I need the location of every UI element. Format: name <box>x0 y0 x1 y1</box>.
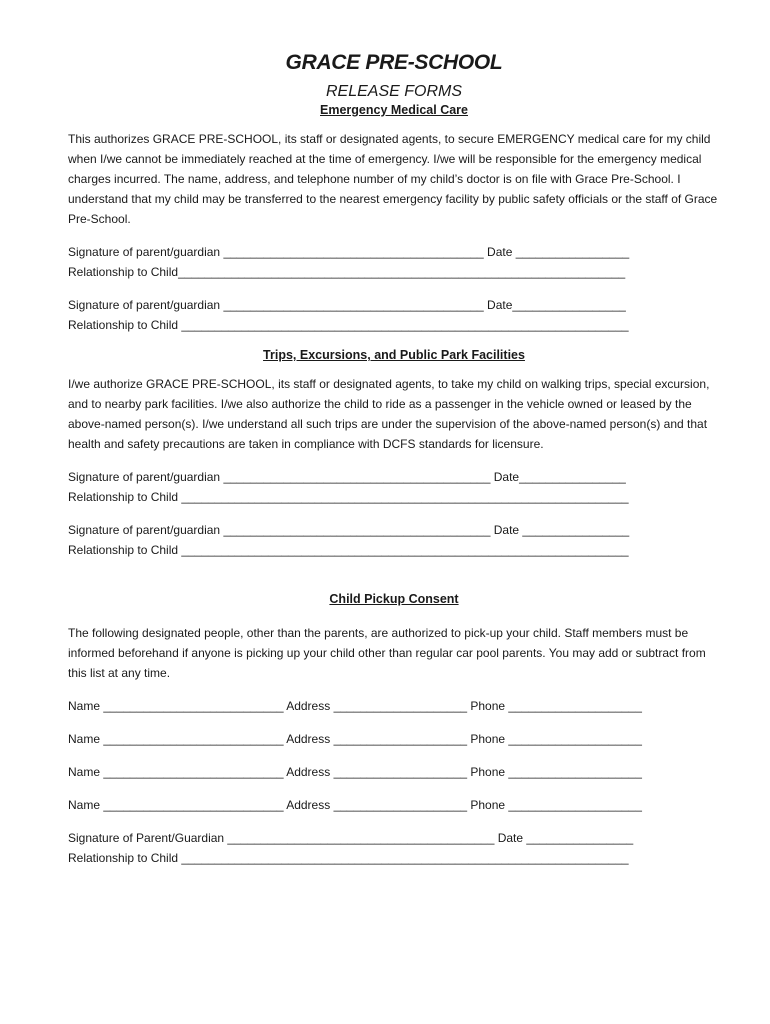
page-title: GRACE PRE-SCHOOL <box>285 51 503 74</box>
trips-paragraph: I/we authorize GRACE PRE-SCHOOL, its staff or designated agents, to take my child on walking trips, special excursion, and to nearby park facilities. I/we also authorize the child to ride as a passenger in the vehicle owned or leased by the above-named person(s). I/we understand all such trips are under the supervision of the above-named person(s) and that health and safety precautions are taken in compliance with DCFS standards for licensure. <box>68 377 710 451</box>
emergency-paragraph: This authorizes GRACE PRE-SCHOOL, its staff or designated agents, to secure EMERGENCY medical care for my child when I/we cannot be immediately reached at the time of emergency. I/we will be responsible for the emergency medical charges incurred. The name, address, and telephone number of my child’s doctor is on file with Grace Pre-School. I understand that my child may be transferred to the nearest emergency facility by public safety officials or the staff of Grace Pre-School. <box>68 132 718 226</box>
pickup-contact-row[interactable]: Name ___________________________ Address ____________________ Phone ____________________ <box>68 798 642 812</box>
trips-relationship-line-2[interactable]: Relationship to Child ___________________________________________________________________ <box>68 543 629 557</box>
pickup-contact-row[interactable]: Name ___________________________ Address ____________________ Phone ____________________ <box>68 699 642 713</box>
release-form-page <box>68 48 720 868</box>
emergency-signature-line-2[interactable]: Signature of parent/guardian _______________________________________ Date_________________ <box>68 298 626 312</box>
pickup-signature-line[interactable]: Signature of Parent/Guardian ________________________________________ Date ________________ <box>68 831 634 845</box>
pickup-heading: Child Pickup Consent <box>329 592 459 606</box>
emergency-relationship-line-2[interactable]: Relationship to Child ___________________________________________________________________ <box>68 318 629 332</box>
trips-relationship-line-1[interactable]: Relationship to Child ___________________________________________________________________ <box>68 490 629 504</box>
emergency-heading: Emergency Medical Care <box>320 103 468 117</box>
trips-signature-line-2[interactable]: Signature of parent/guardian ________________________________________ Date ________________ <box>68 523 630 537</box>
emergency-relationship-line-1[interactable]: Relationship to Child___________________________________________________________________ <box>68 265 626 279</box>
trips-signature-line-1[interactable]: Signature of parent/guardian ________________________________________ Date________________ <box>68 470 626 484</box>
trips-heading: Trips, Excursions, and Public Park Facilities <box>263 348 525 362</box>
pickup-relationship-line[interactable]: Relationship to Child ___________________________________________________________________ <box>68 851 629 865</box>
page-subtitle: RELEASE FORMS <box>325 83 463 100</box>
pickup-contact-row[interactable]: Name ___________________________ Address ____________________ Phone ____________________ <box>68 732 642 746</box>
emergency-signature-line-1[interactable]: Signature of parent/guardian _______________________________________ Date _________________ <box>68 245 630 259</box>
pickup-contact-row[interactable]: Name ___________________________ Address ____________________ Phone ____________________ <box>68 765 642 779</box>
pickup-paragraph: The following designated people, other than the parents, are authorized to pick-up your child. Staff members must be informed beforehand if anyone is picking up your child other than regular car pool parents. You may add or subtract from this list at any time. <box>68 626 706 680</box>
